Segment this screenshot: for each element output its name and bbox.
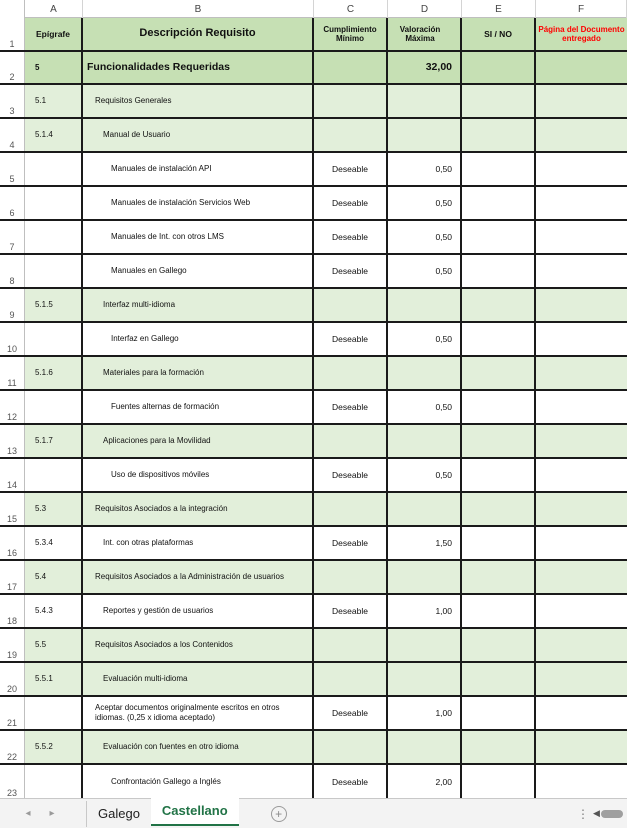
cell-cumplimiento[interactable]: Deseable bbox=[314, 765, 388, 798]
cell-epigrafe[interactable]: 5.4 bbox=[25, 561, 83, 593]
cell-valoracion[interactable]: 1,50 bbox=[388, 527, 462, 559]
cell-epigrafe[interactable] bbox=[25, 323, 83, 355]
table-row bbox=[0, 425, 627, 459]
cell-si-no[interactable] bbox=[462, 425, 536, 457]
cell-pagina[interactable] bbox=[536, 323, 627, 355]
cell-valoracion[interactable]: 0,50 bbox=[388, 153, 462, 185]
cell-descripcion[interactable]: Evaluación con fuentes en otro idioma bbox=[83, 731, 314, 763]
cell-si-no[interactable] bbox=[462, 697, 536, 729]
cell-si-no[interactable] bbox=[462, 187, 536, 219]
cell-pagina[interactable] bbox=[536, 765, 627, 798]
cell-cumplimiento[interactable] bbox=[314, 731, 388, 763]
cell-descripcion[interactable]: Interfaz en Gallego bbox=[83, 323, 314, 355]
row-number[interactable]: 23 bbox=[0, 765, 25, 798]
cell-descripcion[interactable]: Requisitos Asociados a los Contenidos bbox=[83, 629, 314, 661]
cell-descripcion[interactable]: Requisitos Asociados a la Administración de usuarios bbox=[83, 561, 314, 593]
cell-pagina[interactable] bbox=[536, 595, 627, 627]
cell-descripcion[interactable]: Manuales de Int. con otros LMS bbox=[83, 221, 314, 253]
header-descripcion[interactable]: Descripción Requisito bbox=[83, 18, 314, 50]
table-row bbox=[0, 765, 627, 798]
row-number[interactable]: 4 bbox=[0, 119, 25, 151]
cell-pagina[interactable] bbox=[536, 357, 627, 389]
cell-pagina[interactable] bbox=[536, 52, 627, 83]
cell-epigrafe[interactable]: 5.5.2 bbox=[25, 731, 83, 763]
cell-epigrafe[interactable]: 5.1.7 bbox=[25, 425, 83, 457]
table-row bbox=[0, 255, 627, 289]
cell-si-no[interactable] bbox=[462, 289, 536, 321]
cell-pagina[interactable] bbox=[536, 289, 627, 321]
cell-descripcion[interactable]: Funcionalidades Requeridas bbox=[83, 52, 314, 83]
cell-valoracion[interactable]: 0,50 bbox=[388, 391, 462, 423]
cell-valoracion[interactable] bbox=[388, 561, 462, 593]
cell-descripcion[interactable]: Manuales de instalación API bbox=[83, 153, 314, 185]
cell-pagina[interactable] bbox=[536, 493, 627, 525]
cell-pagina[interactable] bbox=[536, 255, 627, 287]
cell-epigrafe[interactable]: 5.1 bbox=[25, 85, 83, 117]
cell-epigrafe[interactable]: 5.5 bbox=[25, 629, 83, 661]
cell-pagina[interactable] bbox=[536, 425, 627, 457]
table-row bbox=[0, 289, 627, 323]
cell-descripcion[interactable]: Requisitos Generales bbox=[83, 85, 314, 117]
row-number[interactable]: 18 bbox=[0, 595, 25, 627]
cell-cumplimiento[interactable] bbox=[314, 119, 388, 151]
cell-descripcion[interactable]: Aceptar documentos originalmente escritos en otros idiomas. (0,25 x idioma aceptado) bbox=[83, 697, 314, 729]
table-row bbox=[0, 153, 627, 187]
cell-si-no[interactable] bbox=[462, 595, 536, 627]
cell-cumplimiento[interactable] bbox=[314, 52, 388, 83]
cell-valoracion[interactable]: 1,00 bbox=[388, 697, 462, 729]
column-header-c[interactable]: C bbox=[314, 0, 388, 18]
table-row bbox=[0, 493, 627, 527]
cell-valoracion[interactable] bbox=[388, 493, 462, 525]
header-epigrafe[interactable]: Epígrafe bbox=[25, 18, 83, 50]
row-number[interactable]: 11 bbox=[0, 357, 25, 389]
cell-epigrafe[interactable] bbox=[25, 221, 83, 253]
row-number[interactable]: 19 bbox=[0, 629, 25, 661]
cell-si-no[interactable] bbox=[462, 85, 536, 117]
cell-valoracion[interactable] bbox=[388, 289, 462, 321]
row-number[interactable]: 17 bbox=[0, 561, 25, 593]
cell-pagina[interactable] bbox=[536, 629, 627, 661]
cell-cumplimiento[interactable]: Deseable bbox=[314, 323, 388, 355]
cell-valoracion[interactable]: 0,50 bbox=[388, 459, 462, 491]
cell-valoracion[interactable]: 2,00 bbox=[388, 765, 462, 798]
cell-valoracion[interactable]: 1,00 bbox=[388, 595, 462, 627]
cell-descripcion[interactable]: Requisitos Asociados a la integración bbox=[83, 493, 314, 525]
table-row bbox=[0, 323, 627, 357]
cell-cumplimiento[interactable]: Deseable bbox=[314, 527, 388, 559]
table-row bbox=[0, 52, 627, 85]
column-header-f[interactable]: F bbox=[536, 0, 627, 18]
cell-cumplimiento[interactable]: Deseable bbox=[314, 187, 388, 219]
cell-cumplimiento[interactable]: Deseable bbox=[314, 697, 388, 729]
cell-descripcion[interactable]: Manuales de instalación Servicios Web bbox=[83, 187, 314, 219]
cell-valoracion[interactable] bbox=[388, 731, 462, 763]
cell-valoracion[interactable]: 0,50 bbox=[388, 323, 462, 355]
cell-si-no[interactable] bbox=[462, 153, 536, 185]
scroll-thumb[interactable] bbox=[601, 810, 623, 818]
table-row bbox=[0, 527, 627, 561]
cell-valoracion[interactable]: 0,50 bbox=[388, 255, 462, 287]
cell-si-no[interactable] bbox=[462, 663, 536, 695]
column-header-bar bbox=[0, 0, 627, 18]
cell-epigrafe[interactable] bbox=[25, 255, 83, 287]
row-number[interactable]: 14 bbox=[0, 459, 25, 491]
row-number[interactable]: 8 bbox=[0, 255, 25, 287]
select-all-corner[interactable] bbox=[0, 0, 25, 18]
row-number[interactable]: 3 bbox=[0, 85, 25, 117]
table-row bbox=[0, 697, 627, 731]
cell-cumplimiento[interactable] bbox=[314, 493, 388, 525]
cell-cumplimiento[interactable] bbox=[314, 357, 388, 389]
cell-descripcion[interactable]: Evaluación multi-idioma bbox=[83, 663, 314, 695]
cell-pagina[interactable] bbox=[536, 187, 627, 219]
table-row bbox=[0, 221, 627, 255]
sheet-tab-bar bbox=[0, 798, 627, 828]
cell-cumplimiento[interactable] bbox=[314, 425, 388, 457]
cell-si-no[interactable] bbox=[462, 221, 536, 253]
cell-epigrafe[interactable] bbox=[25, 459, 83, 491]
cell-si-no[interactable] bbox=[462, 493, 536, 525]
cell-cumplimiento[interactable] bbox=[314, 663, 388, 695]
row-number[interactable]: 5 bbox=[0, 153, 25, 185]
cell-cumplimiento[interactable] bbox=[314, 629, 388, 661]
cell-descripcion[interactable]: Reportes y gestión de usuarios bbox=[83, 595, 314, 627]
cell-epigrafe[interactable] bbox=[25, 697, 83, 729]
cell-cumplimiento[interactable] bbox=[314, 85, 388, 117]
cell-si-no[interactable] bbox=[462, 765, 536, 798]
cell-pagina[interactable] bbox=[536, 527, 627, 559]
cell-pagina[interactable] bbox=[536, 561, 627, 593]
row-number[interactable]: 21 bbox=[0, 697, 25, 729]
cell-descripcion[interactable]: Confrontación Gallego a Inglés bbox=[83, 765, 314, 798]
row-number[interactable]: 9 bbox=[0, 289, 25, 321]
cell-pagina[interactable] bbox=[536, 697, 627, 729]
cell-si-no[interactable] bbox=[462, 561, 536, 593]
cell-grid bbox=[0, 18, 627, 798]
cell-si-no[interactable] bbox=[462, 527, 536, 559]
table-row bbox=[0, 119, 627, 153]
cell-pagina[interactable] bbox=[536, 663, 627, 695]
cell-si-no[interactable] bbox=[462, 731, 536, 763]
table-row bbox=[0, 187, 627, 221]
cell-epigrafe[interactable] bbox=[25, 765, 83, 798]
table-header-row bbox=[0, 18, 627, 52]
cell-descripcion[interactable]: Manual de Usuario bbox=[83, 119, 314, 151]
cell-pagina[interactable] bbox=[536, 391, 627, 423]
row-number[interactable]: 12 bbox=[0, 391, 25, 423]
cell-epigrafe[interactable]: 5.3.4 bbox=[25, 527, 83, 559]
cell-epigrafe[interactable]: 5.3 bbox=[25, 493, 83, 525]
table-row bbox=[0, 629, 627, 663]
more-options-icon[interactable]: ⋮ bbox=[577, 806, 589, 821]
row-number[interactable]: 13 bbox=[0, 425, 25, 457]
cell-pagina[interactable] bbox=[536, 221, 627, 253]
header-pagina[interactable]: Página del Documento entregado bbox=[536, 18, 627, 50]
cell-valoracion[interactable] bbox=[388, 119, 462, 151]
cell-pagina[interactable] bbox=[536, 85, 627, 117]
row-number[interactable]: 10 bbox=[0, 323, 25, 355]
row-number[interactable]: 2 bbox=[0, 52, 25, 83]
table-row bbox=[0, 391, 627, 425]
cell-valoracion[interactable]: 0,50 bbox=[388, 221, 462, 253]
cell-si-no[interactable] bbox=[462, 459, 536, 491]
cell-descripcion[interactable]: Interfaz multi-idioma bbox=[83, 289, 314, 321]
next-sheet-icon[interactable]: ▸ bbox=[49, 808, 55, 819]
row-number[interactable]: 1 bbox=[0, 18, 25, 50]
column-header-a[interactable]: A bbox=[25, 0, 83, 18]
tab-galego[interactable]: Galego bbox=[86, 801, 151, 827]
table-row bbox=[0, 663, 627, 697]
cell-si-no[interactable] bbox=[462, 255, 536, 287]
cell-si-no[interactable] bbox=[462, 357, 536, 389]
cell-valoracion[interactable] bbox=[388, 357, 462, 389]
table-row bbox=[0, 357, 627, 391]
row-number[interactable]: 7 bbox=[0, 221, 25, 253]
table-row bbox=[0, 731, 627, 765]
row-number[interactable]: 6 bbox=[0, 187, 25, 219]
cell-si-no[interactable] bbox=[462, 52, 536, 83]
cell-cumplimiento[interactable]: Deseable bbox=[314, 255, 388, 287]
cell-si-no[interactable] bbox=[462, 391, 536, 423]
cell-pagina[interactable] bbox=[536, 119, 627, 151]
header-valoracion[interactable]: Valoración Máxima bbox=[388, 18, 462, 50]
scroll-left-icon[interactable]: ◀ bbox=[593, 808, 600, 818]
cell-cumplimiento[interactable]: Deseable bbox=[314, 459, 388, 491]
table-row bbox=[0, 459, 627, 493]
cell-valoracion[interactable] bbox=[388, 425, 462, 457]
cell-epigrafe[interactable]: 5.5.1 bbox=[25, 663, 83, 695]
cell-valoracion[interactable] bbox=[388, 663, 462, 695]
cell-cumplimiento[interactable]: Deseable bbox=[314, 391, 388, 423]
cell-epigrafe[interactable]: 5.1.6 bbox=[25, 357, 83, 389]
cell-pagina[interactable] bbox=[536, 459, 627, 491]
cell-descripcion[interactable]: Aplicaciones para la Movilidad bbox=[83, 425, 314, 457]
cell-descripcion[interactable]: Uso de dispositivos móviles bbox=[83, 459, 314, 491]
cell-si-no[interactable] bbox=[462, 323, 536, 355]
cell-epigrafe[interactable] bbox=[25, 153, 83, 185]
cell-valoracion[interactable] bbox=[388, 629, 462, 661]
cell-si-no[interactable] bbox=[462, 629, 536, 661]
cell-valoracion[interactable]: 0,50 bbox=[388, 187, 462, 219]
column-header-b[interactable]: B bbox=[83, 0, 314, 18]
cell-cumplimiento[interactable]: Deseable bbox=[314, 153, 388, 185]
table-row bbox=[0, 85, 627, 119]
cell-descripcion[interactable]: Int. con otras plataformas bbox=[83, 527, 314, 559]
cell-si-no[interactable] bbox=[462, 119, 536, 151]
table-row bbox=[0, 595, 627, 629]
cell-epigrafe[interactable]: 5 bbox=[25, 52, 83, 83]
column-header-d[interactable]: D bbox=[388, 0, 462, 18]
cell-cumplimiento[interactable] bbox=[314, 561, 388, 593]
table-row bbox=[0, 561, 627, 595]
prev-sheet-icon[interactable]: ◂ bbox=[25, 808, 31, 819]
cell-pagina[interactable] bbox=[536, 731, 627, 763]
row-number[interactable]: 15 bbox=[0, 493, 25, 525]
cell-cumplimiento[interactable]: Deseable bbox=[314, 221, 388, 253]
column-header-e[interactable]: E bbox=[462, 0, 536, 18]
header-si-no[interactable]: SI / NO bbox=[462, 18, 536, 50]
cell-epigrafe[interactable]: 5.1.4 bbox=[25, 119, 83, 151]
cell-epigrafe[interactable] bbox=[25, 187, 83, 219]
horizontal-scrollbar[interactable] bbox=[593, 806, 627, 822]
cell-valoracion[interactable] bbox=[388, 85, 462, 117]
cell-pagina[interactable] bbox=[536, 153, 627, 185]
cell-descripcion[interactable]: Fuentes alternas de formación bbox=[83, 391, 314, 423]
cell-valoracion[interactable]: 32,00 bbox=[388, 52, 462, 83]
row-number[interactable]: 22 bbox=[0, 731, 25, 763]
add-sheet-icon[interactable]: + bbox=[271, 806, 287, 822]
row-number[interactable]: 20 bbox=[0, 663, 25, 695]
cell-descripcion[interactable]: Materiales para la formación bbox=[83, 357, 314, 389]
row-number[interactable]: 16 bbox=[0, 527, 25, 559]
cell-epigrafe[interactable]: 5.4.3 bbox=[25, 595, 83, 627]
tab-castellano[interactable]: Castellano bbox=[151, 798, 239, 826]
cell-epigrafe[interactable] bbox=[25, 391, 83, 423]
cell-epigrafe[interactable]: 5.1.5 bbox=[25, 289, 83, 321]
cell-cumplimiento[interactable]: Deseable bbox=[314, 595, 388, 627]
cell-cumplimiento[interactable] bbox=[314, 289, 388, 321]
cell-descripcion[interactable]: Manuales en Gallego bbox=[83, 255, 314, 287]
header-cumplimiento[interactable]: Cumplimiento Mínimo bbox=[314, 18, 388, 50]
